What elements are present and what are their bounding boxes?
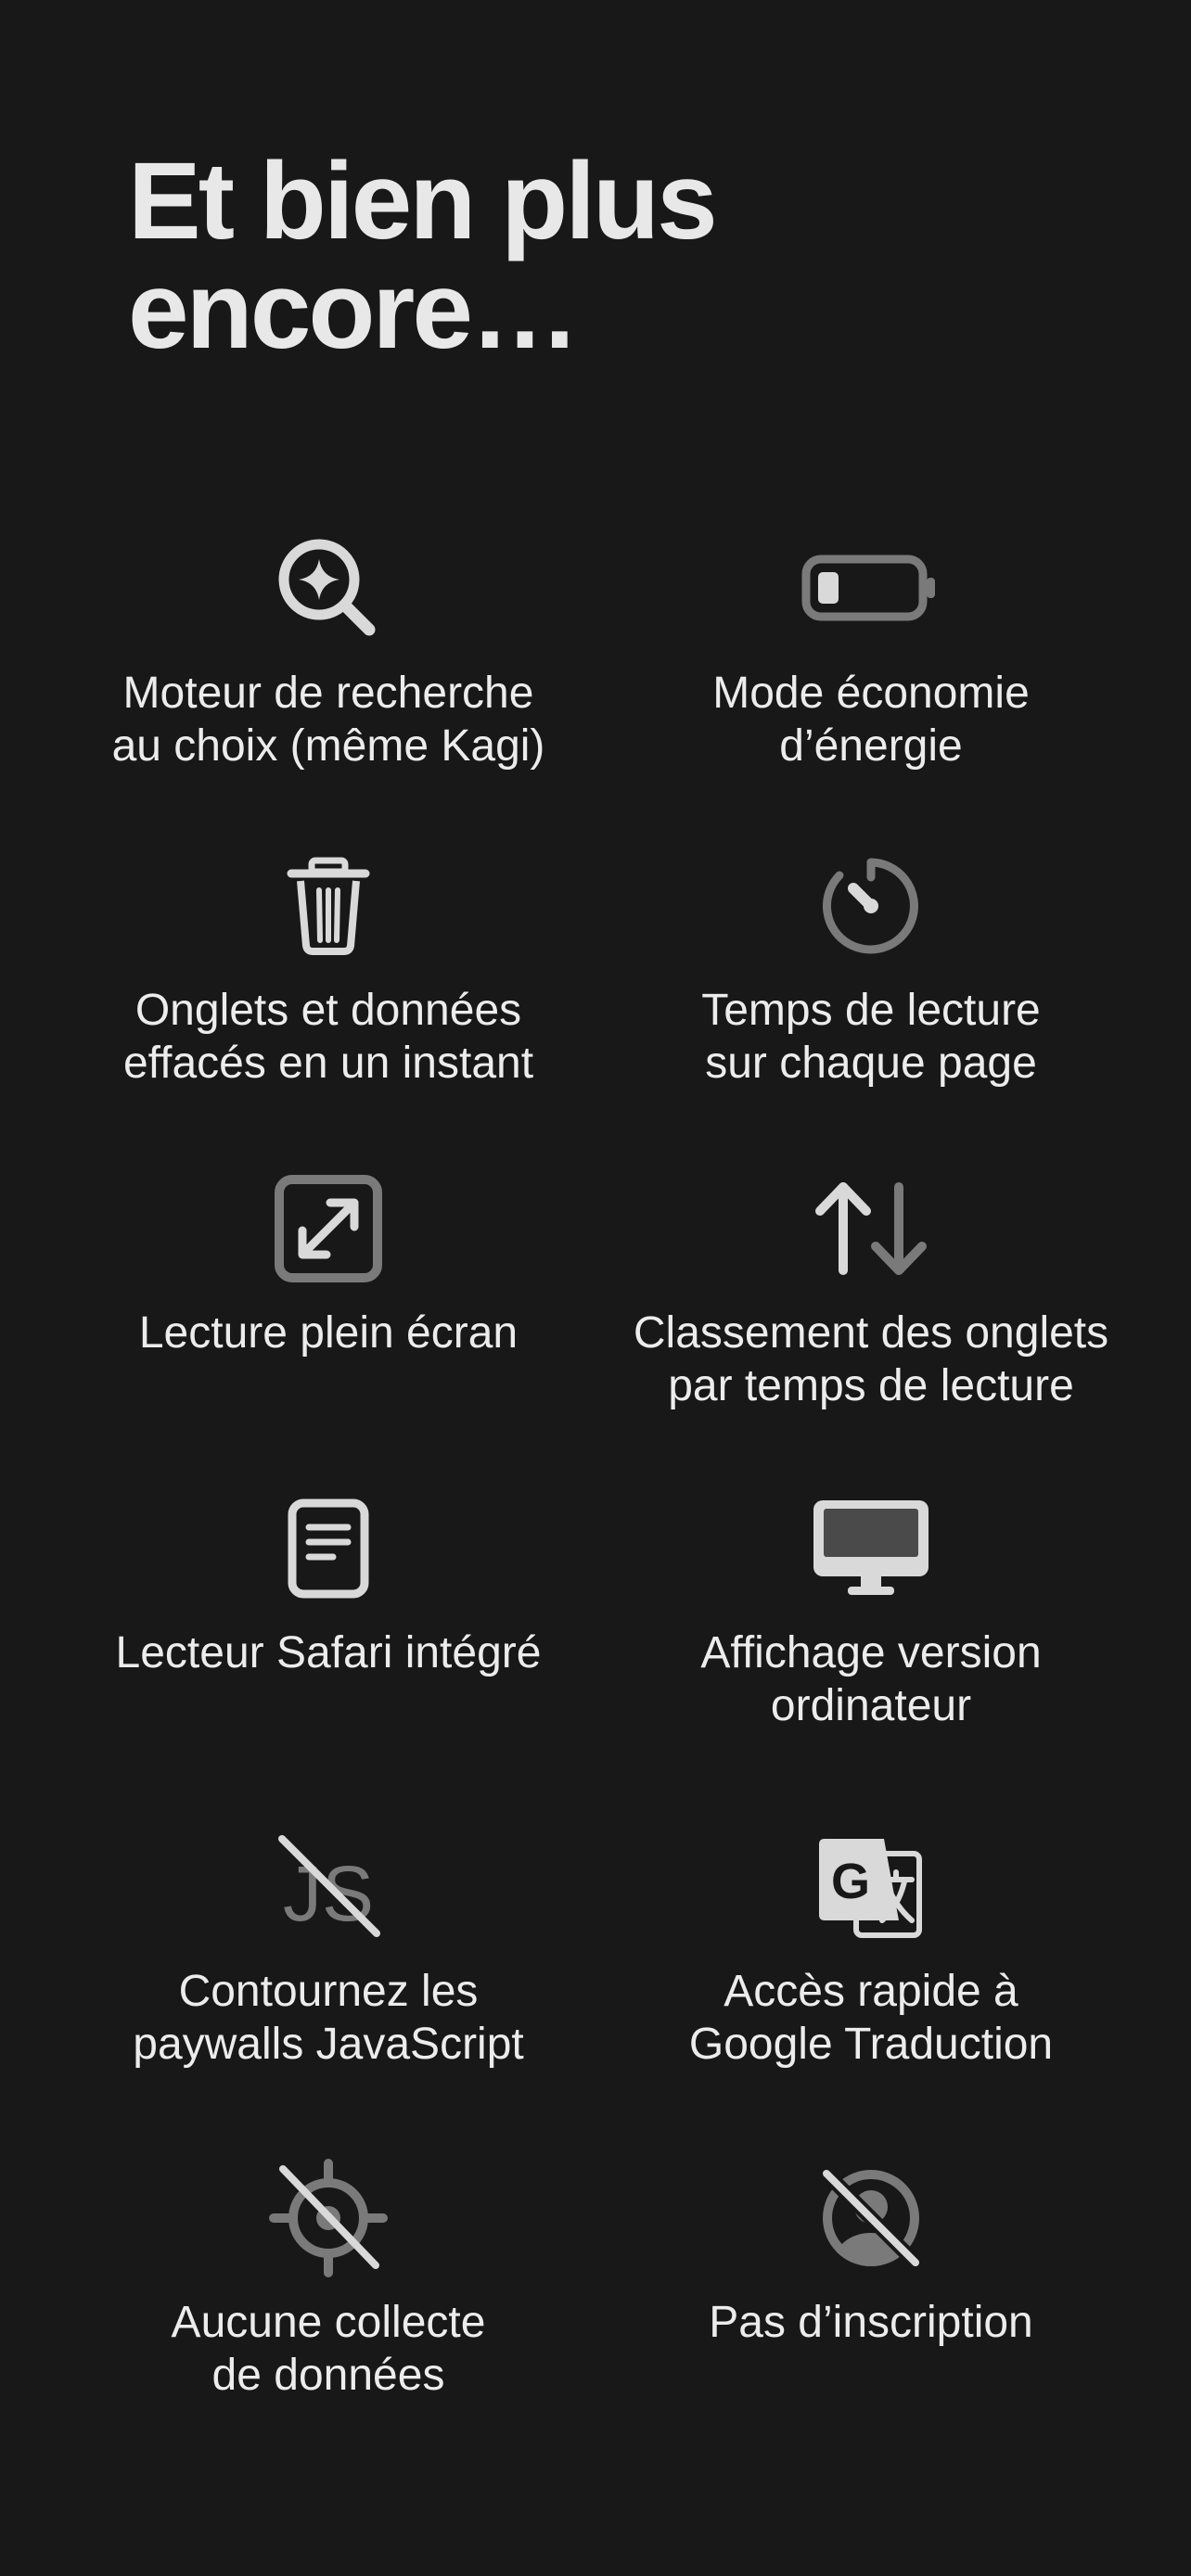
feature-label: Contournez les paywalls JavaScript: [133, 1967, 524, 2069]
fullscreen-icon: [50, 1164, 607, 1294]
reader-document-icon: [50, 1484, 607, 1613]
feature-label: Classement des onglets par temps de lecture: [633, 1308, 1109, 1410]
feature-tab-sorting: [593, 1164, 1149, 1412]
feature-label: Mode économie d’énergie: [712, 669, 1030, 771]
feature-no-data-collection: [50, 2153, 607, 2402]
feature-label: Pas d’inscription: [709, 2298, 1033, 2347]
feature-label: Affichage version ordinateur: [700, 1628, 1042, 1730]
account-off-icon: [593, 2153, 1149, 2283]
tracking-off-icon: [50, 2153, 607, 2283]
feature-no-signup: [593, 2153, 1149, 2349]
feature-reading-time: [593, 841, 1149, 1090]
page-title-line-1: Et bien plus: [128, 140, 715, 262]
feature-label: Moteur de recherche au choix (même Kagi): [111, 669, 545, 771]
google-translate-icon: [593, 1822, 1149, 1952]
feature-google-translate: [593, 1822, 1149, 2071]
feature-label: Lecteur Safari intégré: [115, 1628, 542, 1677]
feature-label: Onglets et données effacés en un instant: [122, 986, 534, 1088]
feature-label: Lecture plein écran: [138, 1308, 519, 1358]
feature-safari-reader: [50, 1484, 607, 1679]
feature-power-saving: [593, 524, 1149, 772]
sort-arrows-icon: [593, 1164, 1149, 1294]
feature-label: Temps de lecture sur chaque page: [701, 986, 1041, 1088]
feature-label: Accès rapide à Google Traduction: [688, 1967, 1054, 2069]
battery-low-icon: [593, 524, 1149, 654]
svg-text:G: G: [830, 1854, 871, 1909]
desktop-monitor-icon: [593, 1484, 1149, 1613]
feature-search-engine: [50, 524, 607, 772]
trash-icon: [50, 841, 607, 971]
page-title: [128, 140, 1056, 372]
feature-bypass-paywalls: [50, 1822, 607, 2071]
feature-desktop-view: [593, 1484, 1149, 1732]
page-title-line-2: encore…: [128, 249, 577, 372]
javascript-off-icon: [50, 1822, 607, 1952]
feature-fullscreen: [50, 1164, 607, 1359]
feature-clear-data: [50, 841, 607, 1090]
feature-label: Aucune collecte de données: [171, 2298, 486, 2400]
svg-text:JS: JS: [282, 1850, 375, 1937]
timer-icon: [593, 841, 1149, 971]
magnifier-sparkle-icon: [50, 524, 607, 654]
